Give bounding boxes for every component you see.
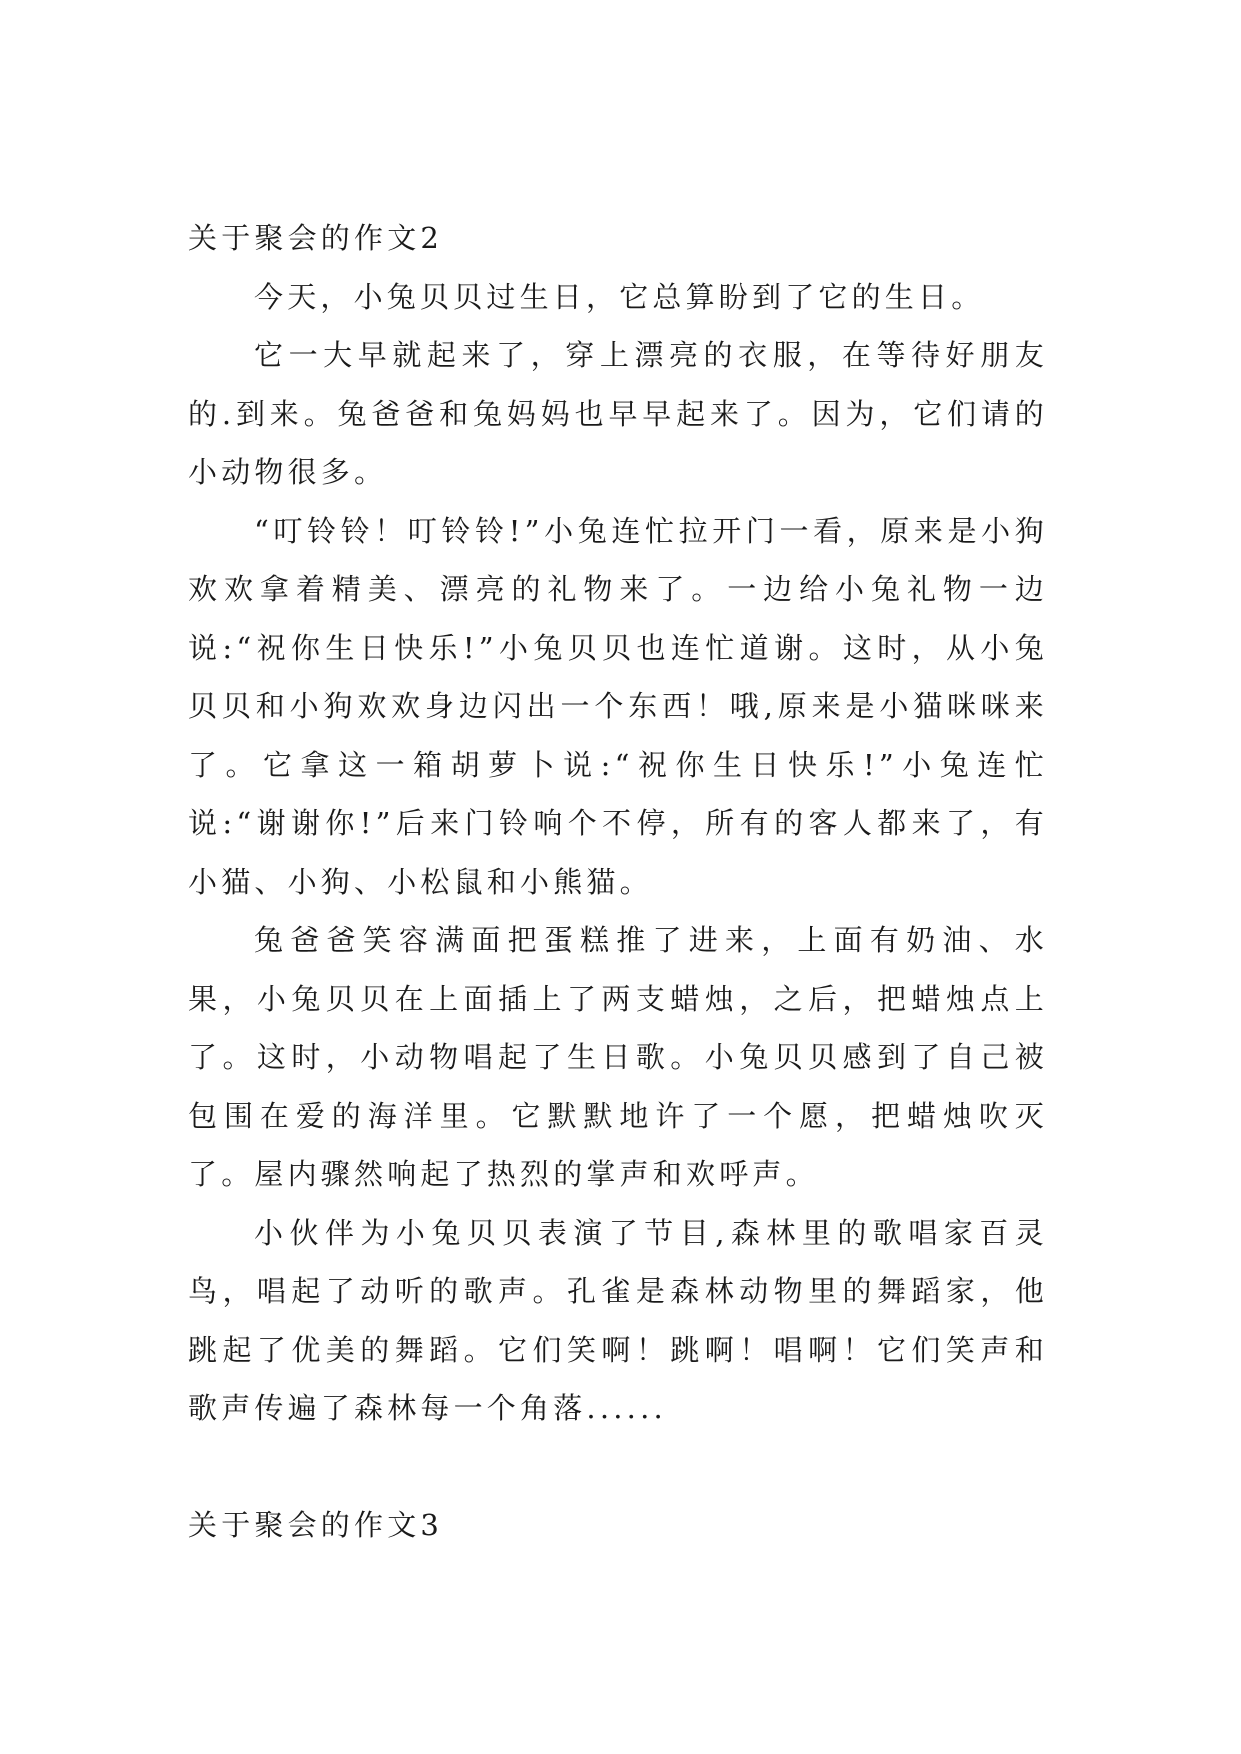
section-3-title: 关于聚会的作文3	[188, 1507, 444, 1542]
document-body	[188, 209, 1048, 1554]
paragraph-5: 小伙伴为小兔贝贝表演了节目,森林里的歌唱家百灵鸟，唱起了动听的歌声。孔雀是森林动物里的舞蹈家，他跳起了优美的舞蹈。它们笑啊！跳啊！唱啊！它们笑声和歌声传遍了森林每一个角落......	[188, 1215, 1048, 1425]
paragraph-1: 今天，小兔贝贝过生日，它总算盼到了它的生日。	[254, 279, 985, 314]
paragraph-3: “叮铃铃！叮铃铃!”小兔连忙拉开门一看，原来是小狗欢欢拿着精美、漂亮的礼物来了。一边给小兔礼物一边说:“祝你生日快乐!”小兔贝贝也连忙道谢。这时，从小兔贝贝和小狗欢欢身边闪出一个东西！哦,原来是小猫咪咪来了。它拿这一箱胡萝卜说:“祝你生日快乐!”小兔连忙说:“谢谢你!”后来门铃响个不停，所有的客人都来了，有小猫、小狗、小松鼠和小熊猫。	[188, 513, 1048, 899]
paragraph-2: 它一大早就起来了，穿上漂亮的衣服，在等待好朋友的.到来。兔爸爸和兔妈妈也早早起来了。因为，它们请的小动物很多。	[188, 338, 1048, 489]
paragraph-4: 兔爸爸笑容满面把蛋糕推了进来，上面有奶油、水果，小兔贝贝在上面插上了两支蜡烛，之后，把蜡烛点上了。这时，小动物唱起了生日歌。小兔贝贝感到了自己被包围在爱的海洋里。它默默地许了一个愿，把蜡烛吹灭了。屋内骤然响起了热烈的掌声和欢呼声。	[188, 923, 1048, 1191]
section-2-title: 关于聚会的作文2	[188, 221, 444, 255]
